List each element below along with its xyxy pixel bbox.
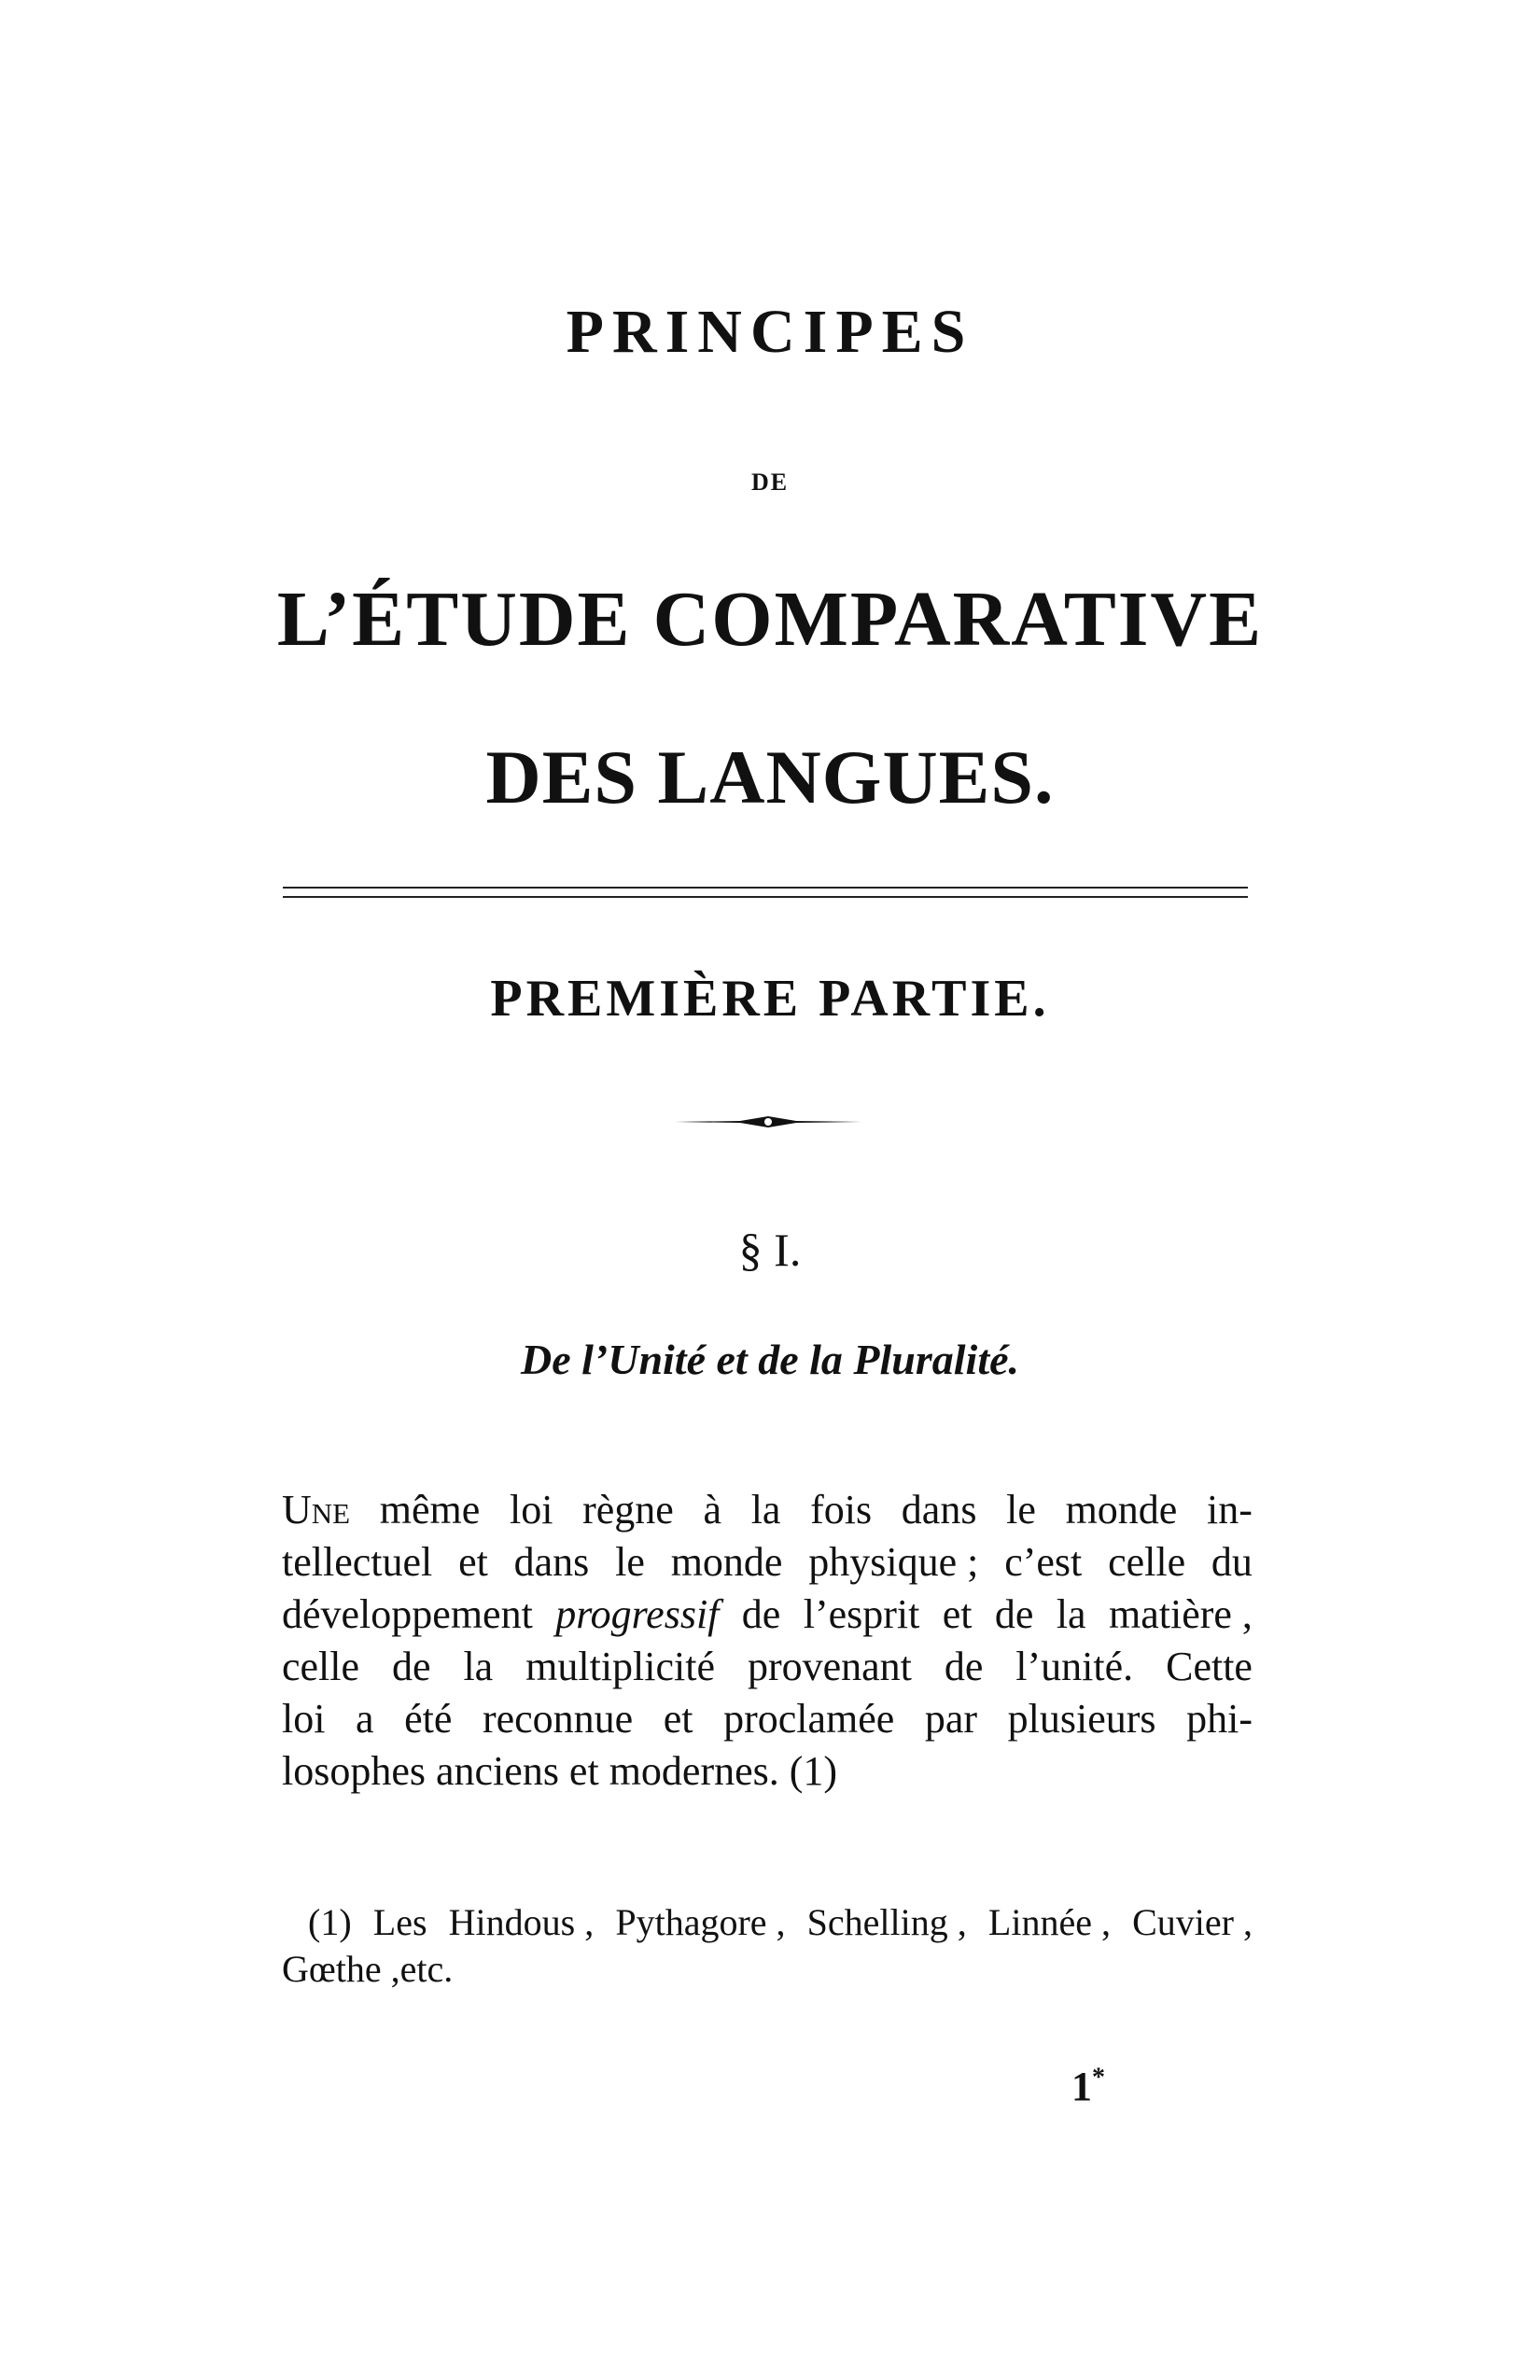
footnote-line-1 <box>282 1899 1253 1946</box>
word: du <box>1211 1539 1253 1585</box>
paragraph-line-3 <box>282 1589 1253 1641</box>
word: physique ; <box>808 1539 979 1585</box>
paragraph-first-word: Une <box>282 1487 351 1533</box>
word: été <box>404 1696 453 1742</box>
word: de <box>994 1591 1034 1637</box>
word: à <box>703 1487 722 1533</box>
part-title: PREMIÈRE PARTIE. <box>490 970 1050 1028</box>
word: fois <box>810 1487 873 1533</box>
word: la <box>463 1644 494 1689</box>
paragraph-line-5 <box>282 1693 1253 1745</box>
title-principes: PRINCIPES <box>566 298 974 366</box>
word: matière , <box>1108 1591 1253 1637</box>
word: et <box>458 1539 488 1585</box>
word: la <box>750 1487 781 1533</box>
word: a <box>356 1696 374 1742</box>
word: celle <box>1108 1539 1186 1585</box>
footnote-word: Hindous , <box>448 1901 595 1943</box>
word: proclamée <box>723 1696 895 1742</box>
word: de <box>741 1591 781 1637</box>
word: la <box>1056 1591 1086 1637</box>
word: et <box>663 1696 693 1742</box>
word: le <box>1006 1487 1036 1533</box>
footnote <box>282 1899 1253 1993</box>
word: et <box>942 1591 973 1637</box>
title-des-langues: DES LANGUES. <box>485 735 1055 819</box>
section-number: § I. <box>738 1224 802 1276</box>
word: dans <box>901 1487 977 1533</box>
ornament-divider <box>675 1111 861 1133</box>
word: Cette <box>1166 1644 1253 1689</box>
double-rule-divider <box>283 887 1248 898</box>
word: monde <box>670 1539 783 1585</box>
word: même <box>379 1487 481 1533</box>
footnote-word: Linnée , <box>987 1901 1111 1943</box>
footnote-line-2: Gœthe ,etc. <box>282 1948 454 1990</box>
word: développement <box>282 1591 533 1637</box>
footnote-word: Cuvier , <box>1132 1901 1253 1943</box>
word: de <box>391 1644 431 1689</box>
word: losophes anciens et modernes. (1) <box>282 1748 838 1794</box>
word: l’esprit <box>803 1591 920 1637</box>
word: monde <box>1065 1487 1178 1533</box>
word: loi <box>509 1487 553 1533</box>
word: dans <box>513 1539 590 1585</box>
word: plusieurs <box>1007 1696 1156 1742</box>
title-etude-comparative: L’ÉTUDE COMPARATIVE <box>276 576 1264 663</box>
word: tellectuel <box>282 1539 433 1585</box>
word: c’est <box>1004 1539 1083 1585</box>
footnote-word: Schelling , <box>806 1901 967 1943</box>
body-paragraph <box>282 1484 1253 1798</box>
word: l’unité. <box>1015 1644 1134 1689</box>
title-de: DE <box>750 469 790 496</box>
paragraph-line-4 <box>282 1641 1253 1693</box>
signature-number: 1 <box>1071 2064 1092 2109</box>
word: provenant <box>747 1644 912 1689</box>
word: règne <box>582 1487 674 1533</box>
paragraph-line-2 <box>282 1536 1253 1589</box>
footnote-word: Les <box>372 1901 427 1943</box>
word: le <box>615 1539 645 1585</box>
word: in- <box>1207 1487 1253 1533</box>
footnote-marker: (1) <box>308 1901 352 1943</box>
word: par <box>924 1696 978 1742</box>
signature-mark <box>1071 2063 1105 2110</box>
word: de <box>944 1644 984 1689</box>
signature-star: * <box>1092 2063 1105 2093</box>
footnote-word: Pythagore , <box>615 1901 786 1943</box>
word: celle <box>282 1644 360 1689</box>
word: multiplicité <box>525 1644 716 1689</box>
paragraph-line-6 <box>282 1745 1253 1798</box>
italic-word: progressif <box>555 1591 720 1637</box>
paragraph-line-1 <box>282 1484 1253 1536</box>
section-title: De l’Unité et de la Pluralité. <box>520 1336 1020 1383</box>
word: phi- <box>1186 1696 1253 1742</box>
word: loi <box>282 1696 326 1742</box>
word: reconnue <box>482 1696 634 1742</box>
